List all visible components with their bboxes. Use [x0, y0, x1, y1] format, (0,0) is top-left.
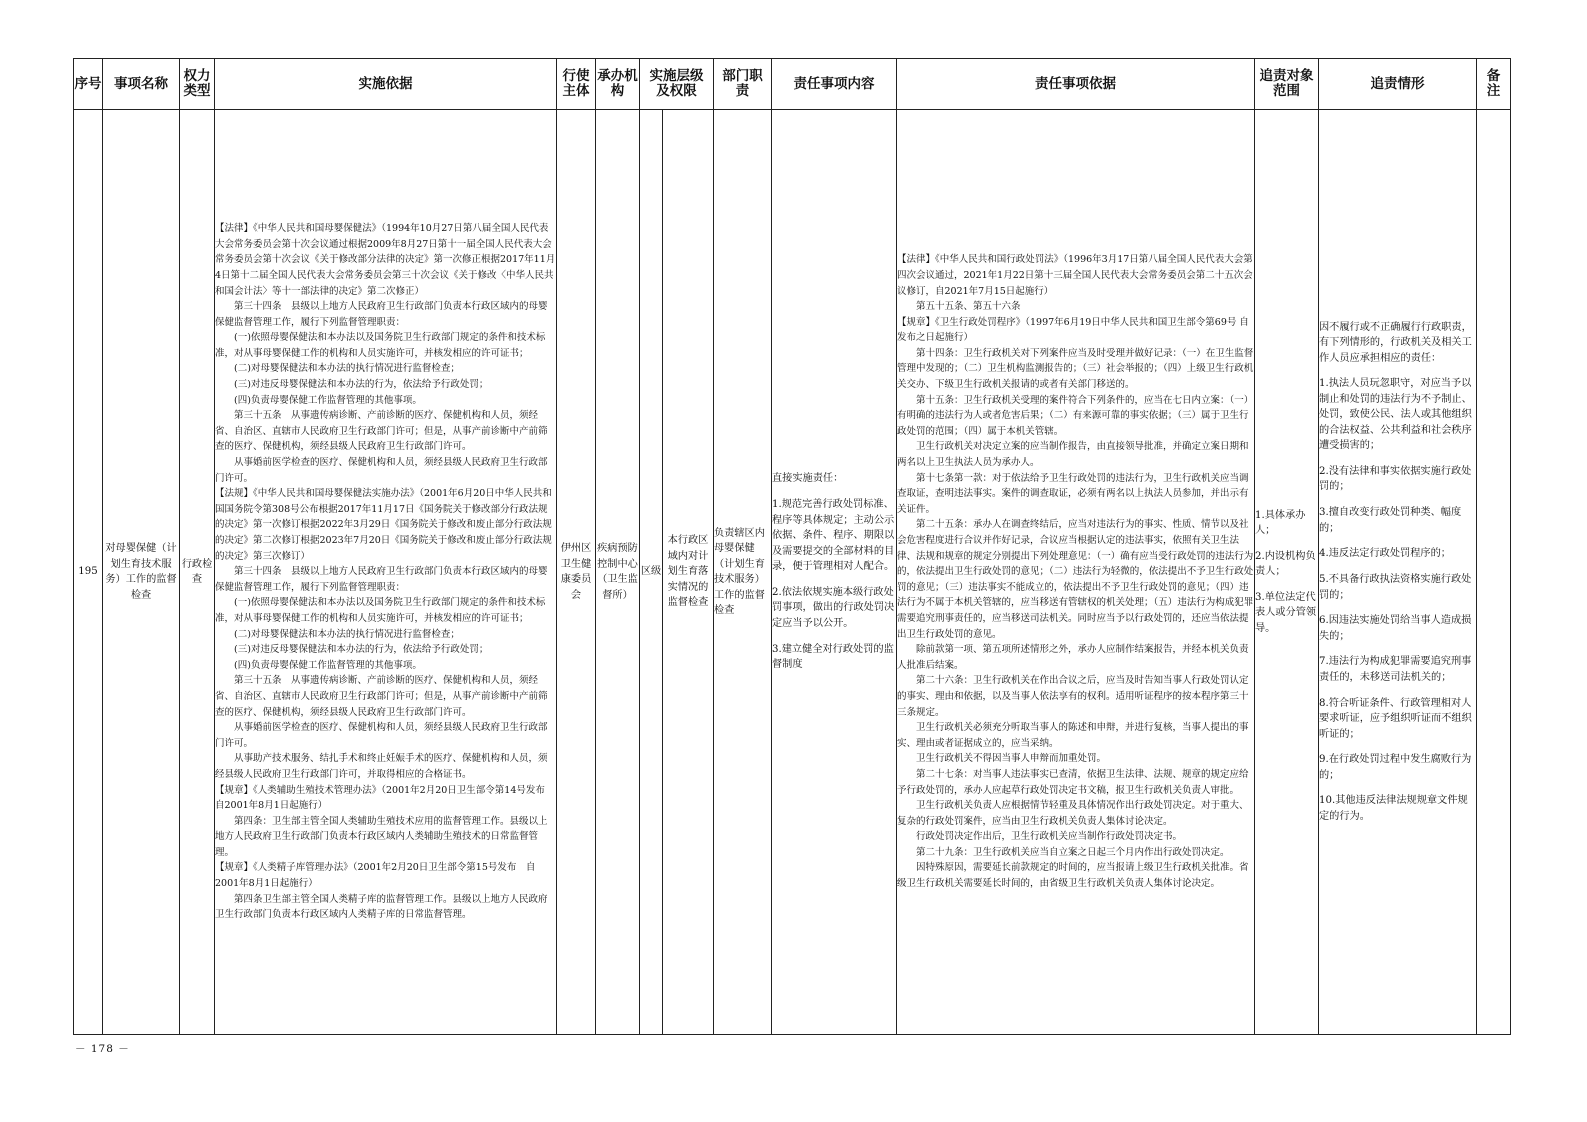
resp-basis-paragraph: 【法律】《中华人民共和国行政处罚法》（1996年3月17日第八届全国人民代表大会第四次会议通过，2021年1月22日第十三届全国人民代表大会常务委员会第二十五次会议修订，自2021年7月15日起施行） — [897, 254, 1253, 297]
scope-line: 3.单位法定代表人或分管领导。 — [1255, 591, 1317, 634]
table-header-row — [74, 59, 1511, 110]
cell-basis — [215, 110, 557, 1035]
header-agency: 承办机构 — [596, 59, 640, 110]
resp-basis-paragraph: 第二十九条：卫生行政机关应当自立案之日起三个月内作出行政处罚决定。 — [916, 846, 1230, 858]
cell-subject: 伊州区卫生健康委员会 — [557, 110, 596, 1035]
circumstance-line: 4.违反法定行政处罚程序的； — [1319, 548, 1451, 560]
basis-paragraph: 第四条：卫生部主管全国人类辅助生殖技术应用的监督管理工作。县级以上地方人民政府卫生行政部门负责本行政区域内人类辅助生殖技术的日常监督管理。 — [215, 815, 548, 858]
basis-paragraph: (三)对违反母婴保健法和本办法的行为，依法给予行政处罚； — [234, 379, 489, 391]
header-resp-content: 责任事项内容 — [772, 59, 897, 110]
basis-paragraph: (四)负责母婴保健工作监督管理的其他事项。 — [234, 394, 422, 406]
cell-resp-basis — [897, 110, 1255, 1035]
cell-power-type: 行政检查 — [180, 110, 215, 1035]
resp-basis-paragraph: 第十七条第一款：对于依法给予卫生行政处罚的违法行为，卫生行政机关应当调查取证，查明违法事实。案件的调查取证，必须有两名以上执法人员参加，并出示有关证件。 — [897, 472, 1249, 515]
header-resp-basis: 责任事项依据 — [897, 59, 1255, 110]
basis-paragraph: (三)对违反母婴保健法和本办法的行为，依法给予行政处罚； — [234, 644, 489, 656]
cell-name: 对母婴保健（计划生育技术服务）工作的监督检查 — [103, 110, 180, 1035]
basis-paragraph: (二)对母婴保健法和本办法的执行情况进行监督检查； — [234, 628, 460, 640]
cell-duty: 负责辖区内母婴保健（计划生育技术服务）工作的监督检查 — [714, 110, 772, 1035]
circumstance-line: 7.违法行为构成犯罪需要追究刑事责任的，未移送司法机关的； — [1319, 656, 1472, 683]
cell-seq: 195 — [74, 110, 103, 1035]
basis-paragraph: 【规章】《人类精子库管理办法》（2001年2月20日卫生部令第15号发布 自2001年8月1日起施行） — [215, 862, 536, 890]
circumstance-line: 因不履行或不正确履行行政职责，有下列情形的，行政机关及相关工作人员应承担相应的责任： — [1319, 321, 1472, 364]
resp-basis-paragraph: 卫生行政机关对决定立案的应当制作报告，由直接领导批准，并确定立案日期和两名以上卫生执法人员为承办人。 — [897, 441, 1249, 469]
resp-basis-paragraph: 因特殊原因，需要延长前款规定的时间的，应当报请上级卫生行政机关批准。省级卫生行政机关需要延长时间的，由省级卫生行政机关负责人集体讨论决定。 — [897, 862, 1249, 890]
header-subject: 行使主体 — [557, 59, 596, 110]
resp-basis-paragraph: 第十四条：卫生行政机关对下列案件应当及时受理并做好记录：（一）在卫生监督管理中发现的；（二）卫生机构监测报告的；（三）社会举报的；（四）上级卫生行政机关交办、下级卫生行政机关报请的或者有关部门移送的。 — [897, 347, 1254, 391]
resp-basis-paragraph: 第二十七条：对当事人违法事实已查清，依据卫生法律、法规、规章的规定应给予行政处罚的，承办人应起草行政处罚决定书文稿，报卫生行政机关负责人审批。 — [897, 768, 1249, 796]
resp-content-line: 3.建立健全对行政处罚的监督制度 — [772, 643, 894, 671]
circumstance-line: 3.擅自改变行政处罚种类、幅度的； — [1319, 507, 1462, 534]
cell-resp-content — [772, 110, 897, 1035]
circumstance-line: 9.在行政处罚过程中发生腐败行为的； — [1319, 754, 1472, 781]
header-name: 事项名称 — [103, 59, 180, 110]
resp-content-line: 2.依法依规实施本级行政处罚事项，做出的行政处罚决定应当予以公开。 — [772, 586, 895, 629]
header-circumstances: 追责情形 — [1319, 59, 1477, 110]
basis-paragraph: 【法规】《中华人民共和国母婴保健法实施办法》（2001年6月20日中华人民共和国国务院令第308号公布根据2017年11月17日《国务院关于修改部分行政法规的决定》第一次修订根据2022年3月29日《国务院关于修改和废止部分行政法规的决定》第二次修订根据2023年7月20日《国务院关于修改和废止部分行政法规的决定》第三次修订） — [215, 488, 552, 562]
cell-level-power: 本行政区域内对计划生育落实情况的监督检查 — [663, 110, 714, 1035]
circumstance-line: 1.执法人员玩忽职守，对应当予以制止和处罚的违法行为不予制止、处罚，致使公民、法人或其他组织的合法权益、公共利益和社会秩序遭受损害的； — [1319, 378, 1472, 452]
resp-basis-paragraph: 除前款第一项、第五项所述情形之外，承办人应制作结案报告，并经本机关负责人批准后结案。 — [897, 644, 1249, 671]
circumstance-line: 8.符合听证条件、行政管理相对人要求听证，应予组织听证而不组织听证的； — [1319, 697, 1472, 740]
header-duty: 部门职责 — [714, 59, 772, 110]
basis-paragraph: 第四条卫生部主管全国人类精子库的监督管理工作。县级以上地方人民政府卫生行政部门负责本行政区域内人类精子库的日常监督管理。 — [215, 893, 548, 921]
resp-basis-paragraph: 卫生行政机关不得因当事人申辩而加重处罚。 — [916, 753, 1107, 765]
basis-paragraph: 从事婚前医学检查的医疗、保健机构和人员，须经县级人民政府卫生行政部门许可。 — [215, 457, 548, 484]
resp-basis-paragraph: 卫生行政机关负责人应根据情节轻重及具体情况作出行政处罚决定。对于重大、复杂的行政处罚案件，应当由卫生行政机关负责人集体讨论决定。 — [897, 800, 1249, 827]
resp-basis-paragraph: 行政处罚决定作出后，卫生行政机关应当制作行政处罚决定书。 — [916, 831, 1183, 843]
basis-paragraph: 【规章】《人类辅助生殖技术管理办法》（2001年2月20日卫生部令第14号发布 自2001年8月1日起施行） — [215, 784, 555, 812]
header-basis: 实施依据 — [215, 59, 557, 110]
basis-paragraph: (一)依照母婴保健法和本办法以及国务院卫生行政部门规定的条件和技术标准，对从事母婴保健工作的机构和人员实施许可，并核发相应的许可证书； — [215, 597, 546, 624]
scope-line: 2.内设机构负责人； — [1255, 550, 1316, 578]
scope-line: 1.具体承办人； — [1255, 509, 1306, 537]
header-power-type: 权力类型 — [180, 59, 215, 110]
basis-paragraph: 第三十五条 从事遗传病诊断、产前诊断的医疗、保健机构和人员，须经省、自治区、直辖市人民政府卫生行政部门许可；但是，从事产前诊断中产前筛查的医疗、保健机构，须经县级人民政府卫生行政部门许可。 — [215, 410, 548, 453]
circumstance-line: 10.其他违反法律法规规章文件规定的行为。 — [1319, 795, 1468, 822]
resp-content-line: 直接实施责任： — [772, 473, 844, 485]
resp-basis-paragraph: 【规章】《卫生行政处罚程序》（1997年6月19日中华人民共和国卫生部令第69号 自发布之日起施行） — [897, 316, 1249, 344]
resp-basis-paragraph: 第十五条：卫生行政机关受理的案件符合下列条件的，应当在七日内立案：（一）有明确的违法行为人或者危害后果；（二）有来源可靠的事实依据；（三）属于卫生行政处罚的范围；（四）属于本机关管辖。 — [897, 394, 1254, 437]
header-scope: 追责对象范围 — [1255, 59, 1319, 110]
basis-paragraph: (二)对母婴保健法和本办法的执行情况进行监督检查； — [234, 363, 460, 375]
header-level: 实施层级及权限 — [640, 59, 714, 110]
resp-basis-paragraph: 卫生行政机关必须充分听取当事人的陈述和申辩，并进行复核，当事人提出的事实、理由或者证据成立的，应当采纳。 — [897, 722, 1249, 749]
resp-basis-paragraph: 第二十六条：卫生行政机关在作出合议之后，应当及时告知当事人行政处罚认定的事实、理由和依据，以及当事人依法享有的权利。适用听证程序的按本程序第三十三条规定。 — [897, 675, 1249, 718]
basis-paragraph: 【法律】《中华人民共和国母婴保健法》（1994年10月27日第八届全国人民代表大会常务委员会第十次会议通过根据2009年8月27日第十一届全国人民代表大会常务委员会第十次会议《关于修改部分法律的决定》第一次修正根据2017年11月4日第十二届全国人民代表大会常务委员会第三十次会议《关于修改〈中华人民共和国会计法〉等十一部法律的决定》第二次修正） — [215, 223, 556, 297]
resp-content-line: 1.规范完善行政处罚标准、程序等具体规定；主动公示依据、条件、程序、期限以及需要提交的全部材料的目录，便于管理相对人配合。 — [772, 499, 895, 573]
table-row — [74, 110, 1511, 1035]
cell-scope — [1255, 110, 1319, 1035]
basis-paragraph: 第三十四条 县级以上地方人民政府卫生行政部门负责本行政区域内的母婴保健监督管理工作，履行下列监督管理职责： — [215, 301, 548, 328]
resp-basis-paragraph: 第二十五条：承办人在调查终结后，应当对违法行为的事实、性质、情节以及社会危害程度进行合议并作好记录，合议应当根据认定的违法事实，依照有关卫生法律、法规和规章的规定分别提出下列处理意见：（一）确有应当受行政处罚的违法行为的，依法提出卫生行政处罚的意见；（二）违法行为轻微的，依法提出不予卫生行政处罚的意见；（三）违法事实不能成立的，依法提出不予卫生行政处罚的意见；（四）违法行为不属于本机关管辖的，应当移送有管辖权的机关处理；（五）违法行为构成犯罪需要追究刑事责任的，应当移送司法机关。同时应当予以行政处罚的，还应当依法提出卫生行政处罚的意见。 — [897, 519, 1254, 640]
header-seq: 序号 — [74, 59, 103, 110]
cell-circumstances — [1319, 110, 1477, 1035]
basis-paragraph: (四)负责母婴保健工作监督管理的其他事项。 — [234, 659, 422, 671]
basis-paragraph: 第三十五条 从事遗传病诊断、产前诊断的医疗、保健机构和人员，须经省、自治区、直辖市人民政府卫生行政部门许可；但是，从事产前诊断中产前筛查的医疗、保健机构，须经县级人民政府卫生行政部门许可。 — [215, 675, 548, 718]
circumstance-line: 2.没有法律和事实依据实施行政处罚的； — [1319, 465, 1472, 493]
circumstance-line: 5.不具备行政执法资格实施行政处罚的； — [1319, 574, 1472, 601]
page-number: － 178 － — [75, 1043, 130, 1055]
cell-agency: 疾病预防控制中心（卫生监督所） — [596, 110, 640, 1035]
basis-paragraph: 第三十四条 县级以上地方人民政府卫生行政部门负责本行政区域内的母婴保健监督管理工作，履行下列监督管理职责： — [215, 566, 548, 593]
basis-paragraph: 从事婚前医学检查的医疗、保健机构和人员，须经县级人民政府卫生行政部门许可。 — [215, 722, 548, 749]
cell-remarks — [1477, 110, 1511, 1035]
resp-basis-paragraph: 第五十五条、第五十六条 — [916, 301, 1021, 313]
duty-list-table — [73, 58, 1511, 1035]
basis-paragraph: (一)依照母婴保健法和本办法以及国务院卫生行政部门规定的条件和技术标准，对从事母婴保健工作的机构和人员实施许可，并核发相应的许可证书； — [215, 332, 546, 359]
circumstance-line: 6.因违法实施处罚给当事人造成损失的； — [1319, 615, 1472, 642]
cell-level-unit: 区级 — [640, 110, 663, 1035]
header-remarks: 备注 — [1477, 59, 1511, 110]
basis-paragraph: 从事助产技术服务、结扎手术和终止妊娠手术的医疗、保健机构和人员，须经县级人民政府卫生行政部门许可，并取得相应的合格证书。 — [215, 753, 548, 780]
